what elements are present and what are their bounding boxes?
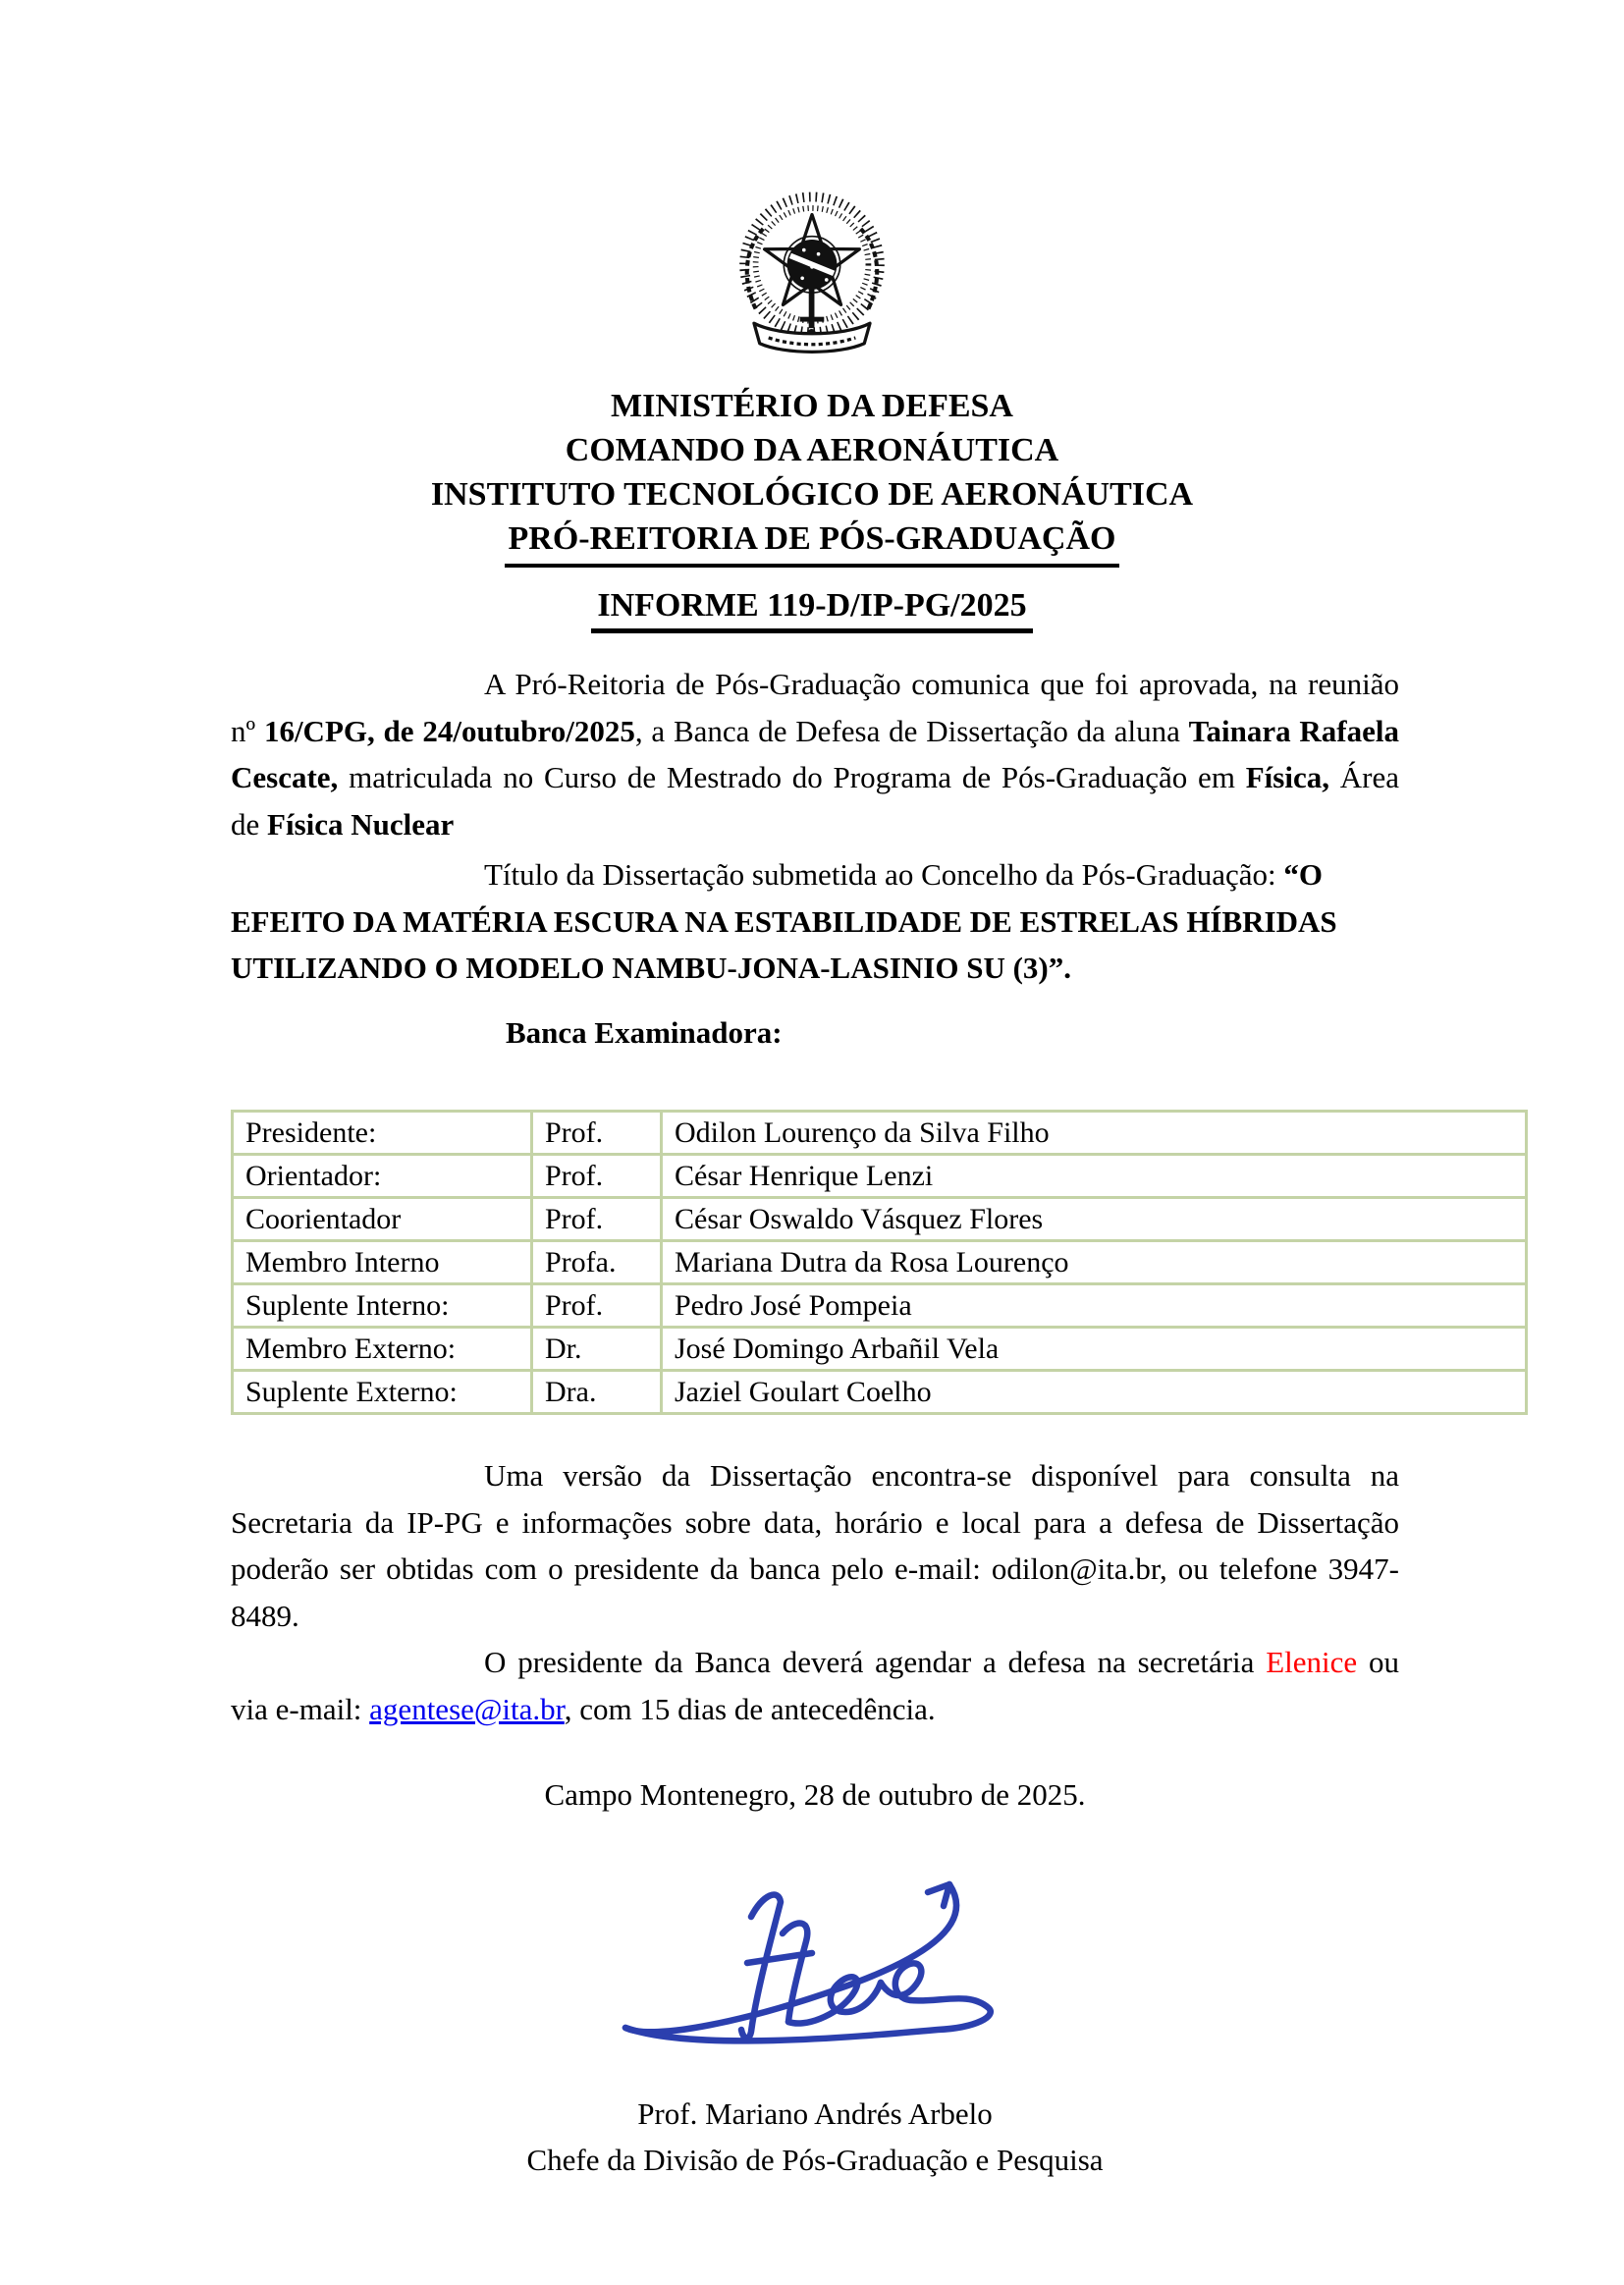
member-name-cell: Pedro José Pompeia [662, 1284, 1527, 1328]
board-member-row [233, 1241, 1527, 1284]
member-name-cell: Mariana Dutra da Rosa Lourenço [662, 1241, 1527, 1284]
board-member-row [233, 1371, 1527, 1414]
member-name-cell: César Henrique Lenzi [662, 1155, 1527, 1198]
text-segment: Física, [1245, 760, 1329, 794]
member-role-cell: Presidente: [233, 1112, 532, 1155]
letterhead-line-institute: INSTITUTO TECNOLÓGICO DE AERONÁUTICA [430, 476, 1194, 513]
text-segment: O presidente da Banca deverá agendar a defesa na secretária [484, 1645, 1267, 1679]
member-role-cell: Orientador: [233, 1155, 532, 1198]
text-segment: Elenice [1266, 1645, 1358, 1679]
approval-paragraph [231, 661, 1399, 847]
text-segment: Física Nuclear [267, 806, 455, 842]
member-title-cell: Prof. [532, 1112, 662, 1155]
letterhead-line-ministry: MINISTÉRIO DA DEFESA [611, 388, 1013, 424]
letterhead-line-command: COMANDO DA AERONÁUTICA [565, 432, 1059, 468]
text-segment: 16/CPG, de 24/outubro/2025 [263, 713, 635, 748]
member-name-cell: José Domingo Arbañil Vela [662, 1328, 1527, 1371]
member-title-cell: Prof. [532, 1284, 662, 1328]
board-member-row [233, 1328, 1527, 1371]
board-member-row [233, 1284, 1527, 1328]
text-segment: Tainara Rafaela Cescate, [231, 713, 1399, 794]
document-title: INFORME 119-D/IP-PG/2025 [591, 587, 1032, 633]
text-segment: matriculada no Curso de Mestrado do Programa de Pós-Graduação em [338, 760, 1246, 794]
scheduling-paragraph [231, 1639, 1399, 1732]
department-title: PRÓ-REITORIA DE PÓS-GRADUAÇÃO [505, 517, 1120, 568]
board-member-row [233, 1155, 1527, 1198]
availability-paragraph [231, 1452, 1399, 1639]
text-segment: , com 15 dias de antecedência. [564, 1691, 936, 1726]
examining-board-heading: Banca Examinadora: [506, 1014, 783, 1050]
document-body [231, 661, 1399, 2183]
text-segment: A Pró-Reitoria de Pós-Graduação comunica que foi aprovada, na reunião nº [231, 667, 1399, 748]
member-name-cell: Jaziel Goulart Coelho [662, 1371, 1527, 1414]
text-segment: Área de [231, 760, 1400, 842]
letterhead-line-department [0, 517, 1624, 568]
member-title-cell: Profa. [532, 1241, 662, 1284]
signatory-name: Prof. Mariano Andrés Arbelo [637, 2096, 993, 2131]
member-name-cell: Odilon Lourenço da Silva Filho [662, 1112, 1527, 1155]
member-role-cell: Membro Externo: [233, 1328, 532, 1371]
signatory-title: Chefe da Divisão de Pós-Graduação e Pesquisa [526, 2143, 1104, 2177]
text-segment: , a Banca de Defesa de Dissertação da aluna [634, 713, 1189, 748]
member-title-cell: Dr. [532, 1328, 662, 1371]
date-line: Campo Montenegro, 28 de outubro de 2025. [544, 1777, 1086, 1812]
text-segment: “O EFEITO DA MATÉRIA ESCURA NA ESTABILIDADE DE ESTRELAS HÍBRIDAS UTILIZANDO O MODELO NAMBU-JONA-LASINIO SU (3)”. [231, 857, 1337, 985]
board-member-row [233, 1198, 1527, 1241]
letterhead [0, 384, 1624, 568]
email-link[interactable]: agentese@ita.br [369, 1691, 565, 1726]
board-member-row [233, 1112, 1527, 1155]
member-title-cell: Prof. [532, 1155, 662, 1198]
brazil-coat-of-arms-icon [731, 190, 893, 374]
member-title-cell: Dra. [532, 1371, 662, 1414]
member-role-cell: Suplente Interno: [233, 1284, 532, 1328]
examining-board-rows [233, 1112, 1527, 1414]
signature-area [231, 1873, 1399, 2068]
text-segment: Título da Dissertação submetida ao Concelho da Pós-Graduação: [484, 857, 1284, 892]
examining-board-table [231, 1110, 1528, 1415]
member-name-cell: César Oswaldo Vásquez Flores [662, 1198, 1527, 1241]
member-role-cell: Membro Interno [233, 1241, 532, 1284]
text-segment: ou via e-mail: [231, 1645, 1399, 1726]
signatory-block [231, 2091, 1399, 2183]
member-role-cell: Suplente Externo: [233, 1371, 532, 1414]
member-role-cell: Coorientador [233, 1198, 532, 1241]
handwritten-signature-icon [604, 1873, 1026, 2054]
member-title-cell: Prof. [532, 1198, 662, 1241]
text-segment: Uma versão da Dissertação encontra-se disponível para consulta na Secretaria da IP-PG e informações sobre data, horário e local para a defesa de Dissertação poderão ser obtidas com o presidente da banca pelo e-mail: odilon@ita.br, ou telefone 3947-8489. [231, 1458, 1399, 1633]
dissertation-title-paragraph [231, 851, 1399, 992]
document-title-row [0, 587, 1624, 633]
